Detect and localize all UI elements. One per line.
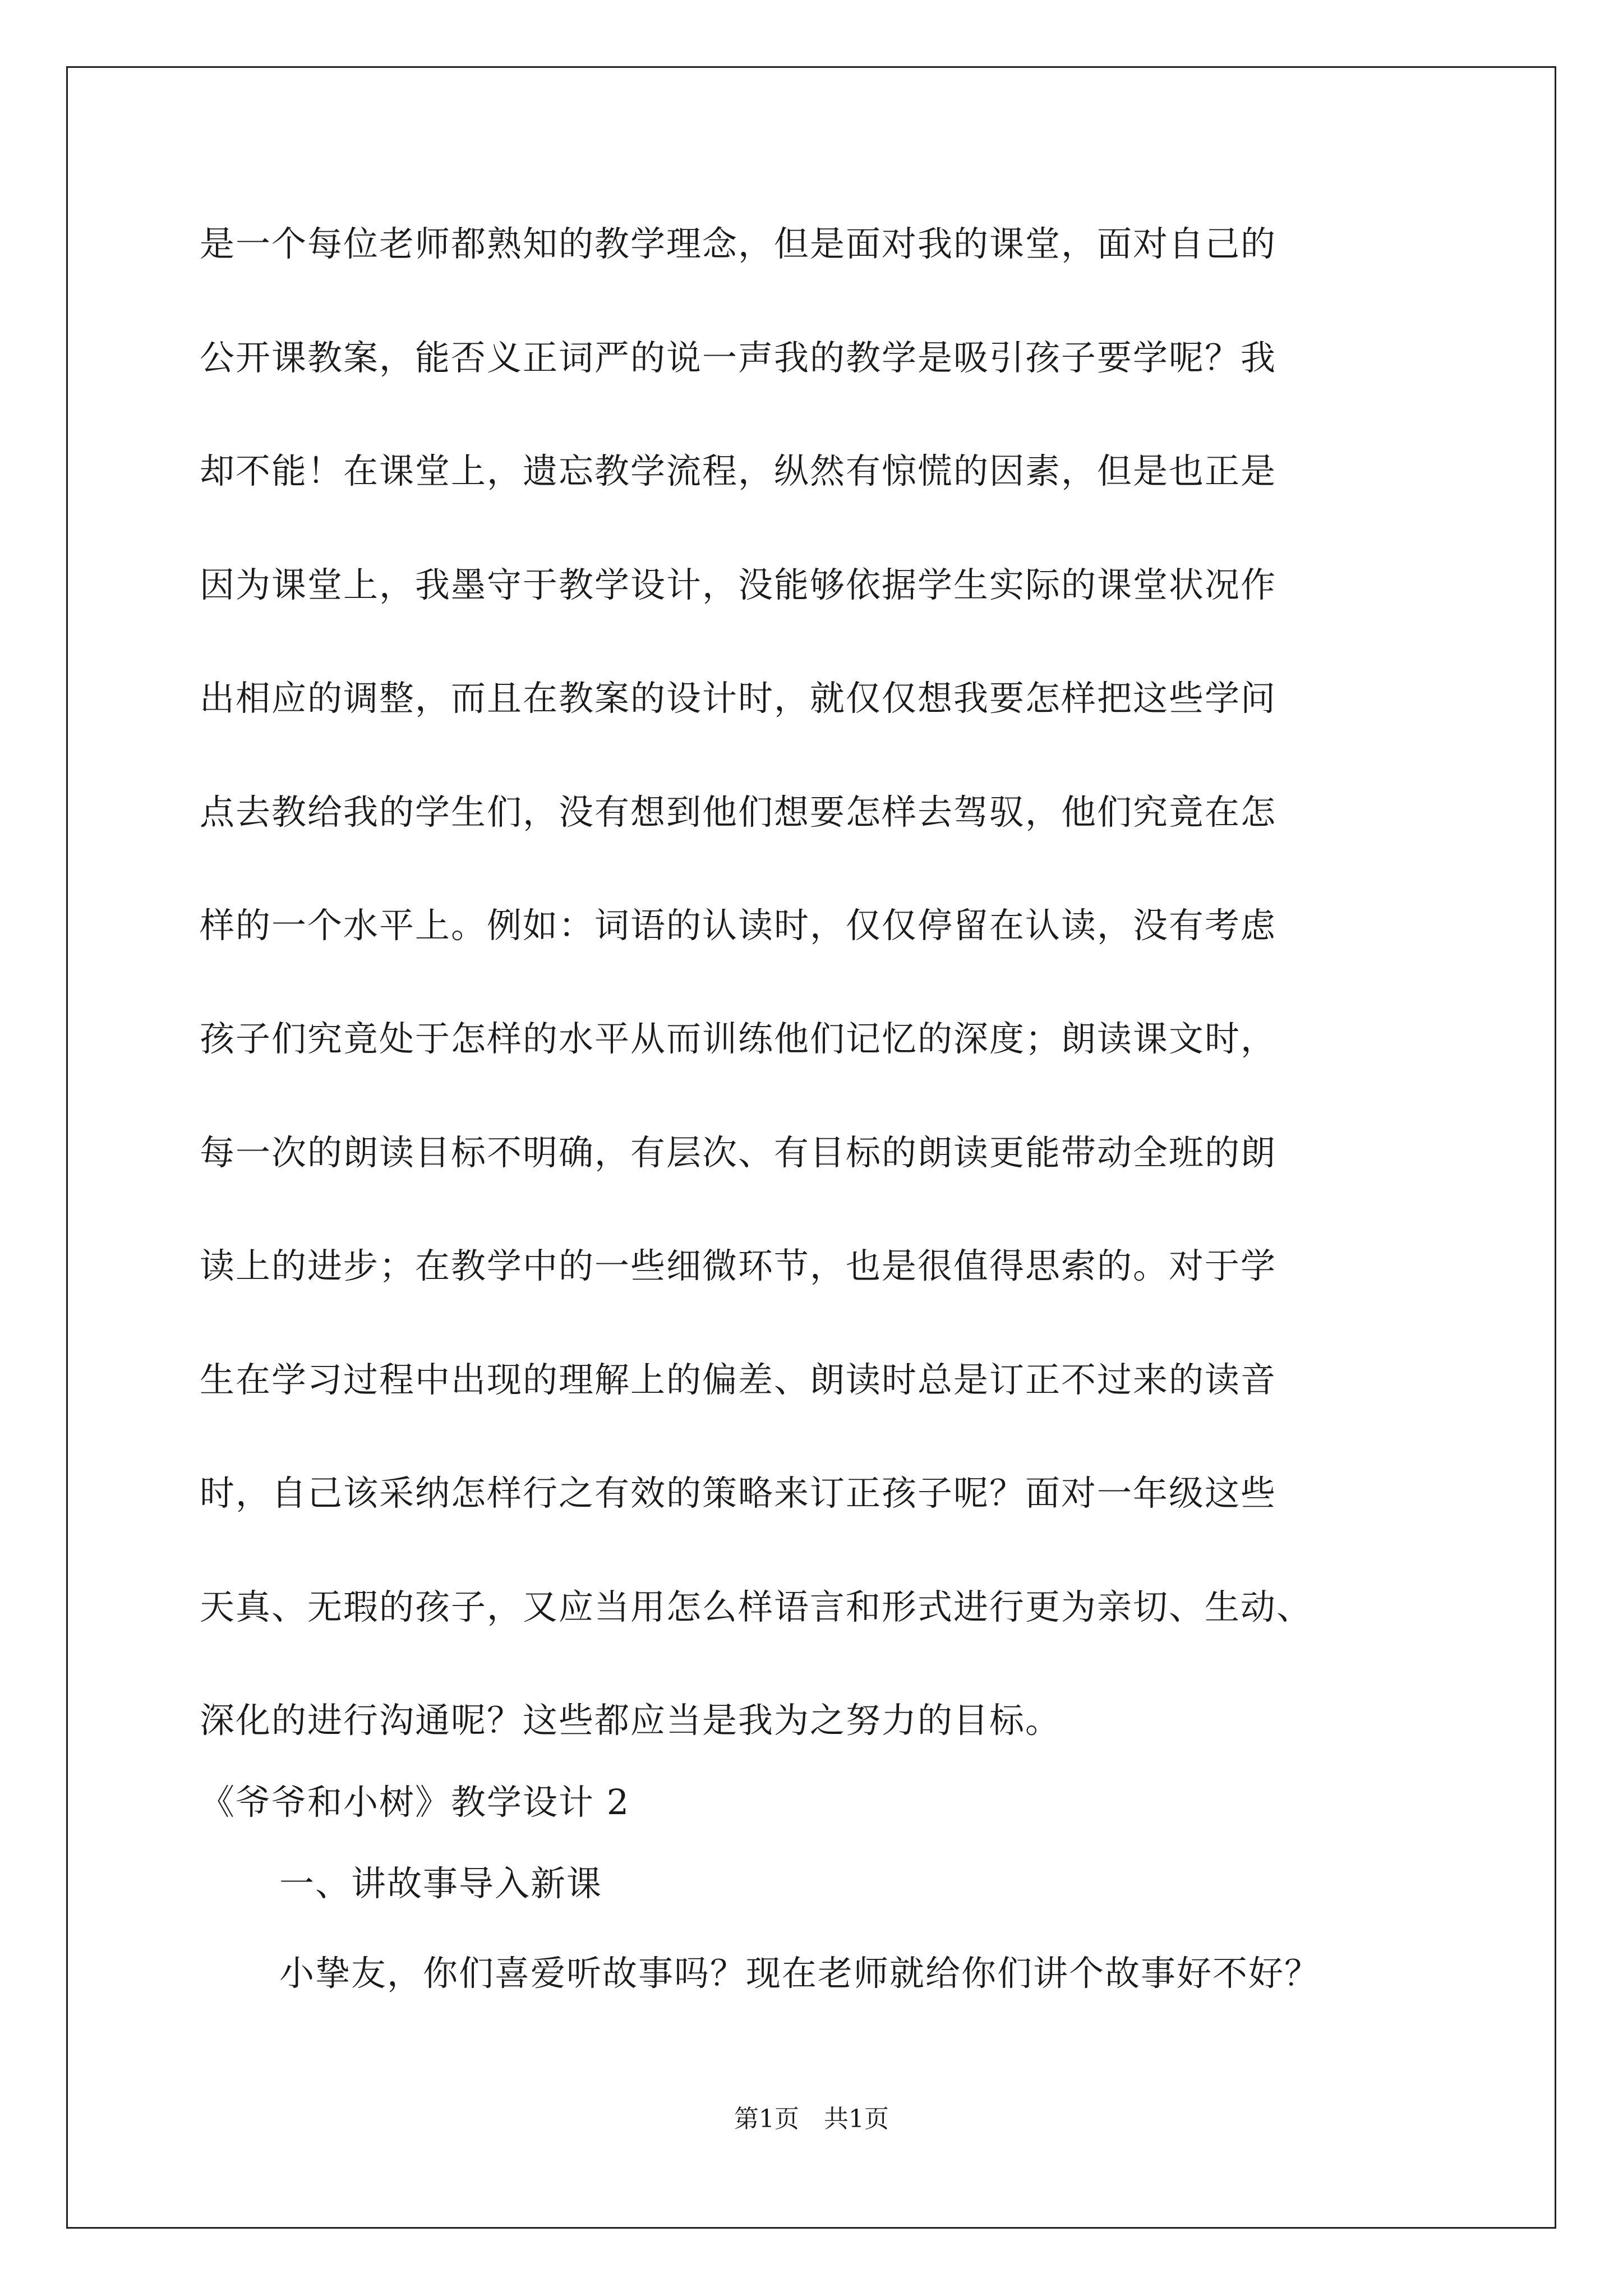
body-line: 生在学习过程中出现的理解上的偏差、朗读时总是订正不过来的读音	[200, 1359, 1277, 1400]
body-line: 出相应的调整，而且在教案的设计时，就仅仅想我要怎样把这些学问	[200, 678, 1277, 719]
body-line: 却不能！在课堂上，遗忘教学流程，纵然有惊慌的因素，但是也正是	[200, 450, 1277, 491]
body-line: 公开课教案，能否义正词严的说一声我的教学是吸引孩子要学呢？我	[200, 337, 1277, 378]
paragraph: 小挚友，你们喜爱听故事吗？现在老师就给你们讲个故事好不好？	[279, 1953, 1321, 1994]
subheading: 一、讲故事导入新课	[279, 1863, 603, 1904]
section-title: 《爷爷和小树》教学设计 2	[200, 1782, 630, 1823]
body-line: 深化的进行沟通呢？这些都应当是我为之努力的目标。	[200, 1700, 1062, 1741]
page-footer: 第1页 共1页	[734, 2105, 889, 2133]
body-line: 每一次的朗读目标不明确，有层次、有目标的朗读更能带动全班的朗	[200, 1132, 1277, 1173]
body-line: 因为课堂上，我墨守于教学设计，没能够依据学生实际的课堂状况作	[200, 564, 1277, 605]
body-line: 是一个每位老师都熟知的教学理念，但是面对我的课堂，面对自己的	[200, 223, 1277, 264]
body-line: 点去教给我的学生们，没有想到他们想要怎样去驾驭，他们究竟在怎	[200, 792, 1277, 832]
body-line: 读上的进步；在教学中的一些细微环节，也是很值得思索的。对于学	[200, 1245, 1277, 1286]
body-line: 孩子们究竟处于怎样的水平从而训练他们记忆的深度；朗读课文时，	[200, 1018, 1277, 1059]
body-line: 天真、无瑕的孩子，又应当用怎么样语言和形式进行更为亲切、生动、	[200, 1586, 1313, 1627]
body-line: 样的一个水平上。例如：词语的认读时，仅仅停留在认读，没有考虑	[200, 905, 1277, 946]
body-line: 时，自己该采纳怎样行之有效的策略来订正孩子呢？面对一年级这些	[200, 1473, 1277, 1513]
